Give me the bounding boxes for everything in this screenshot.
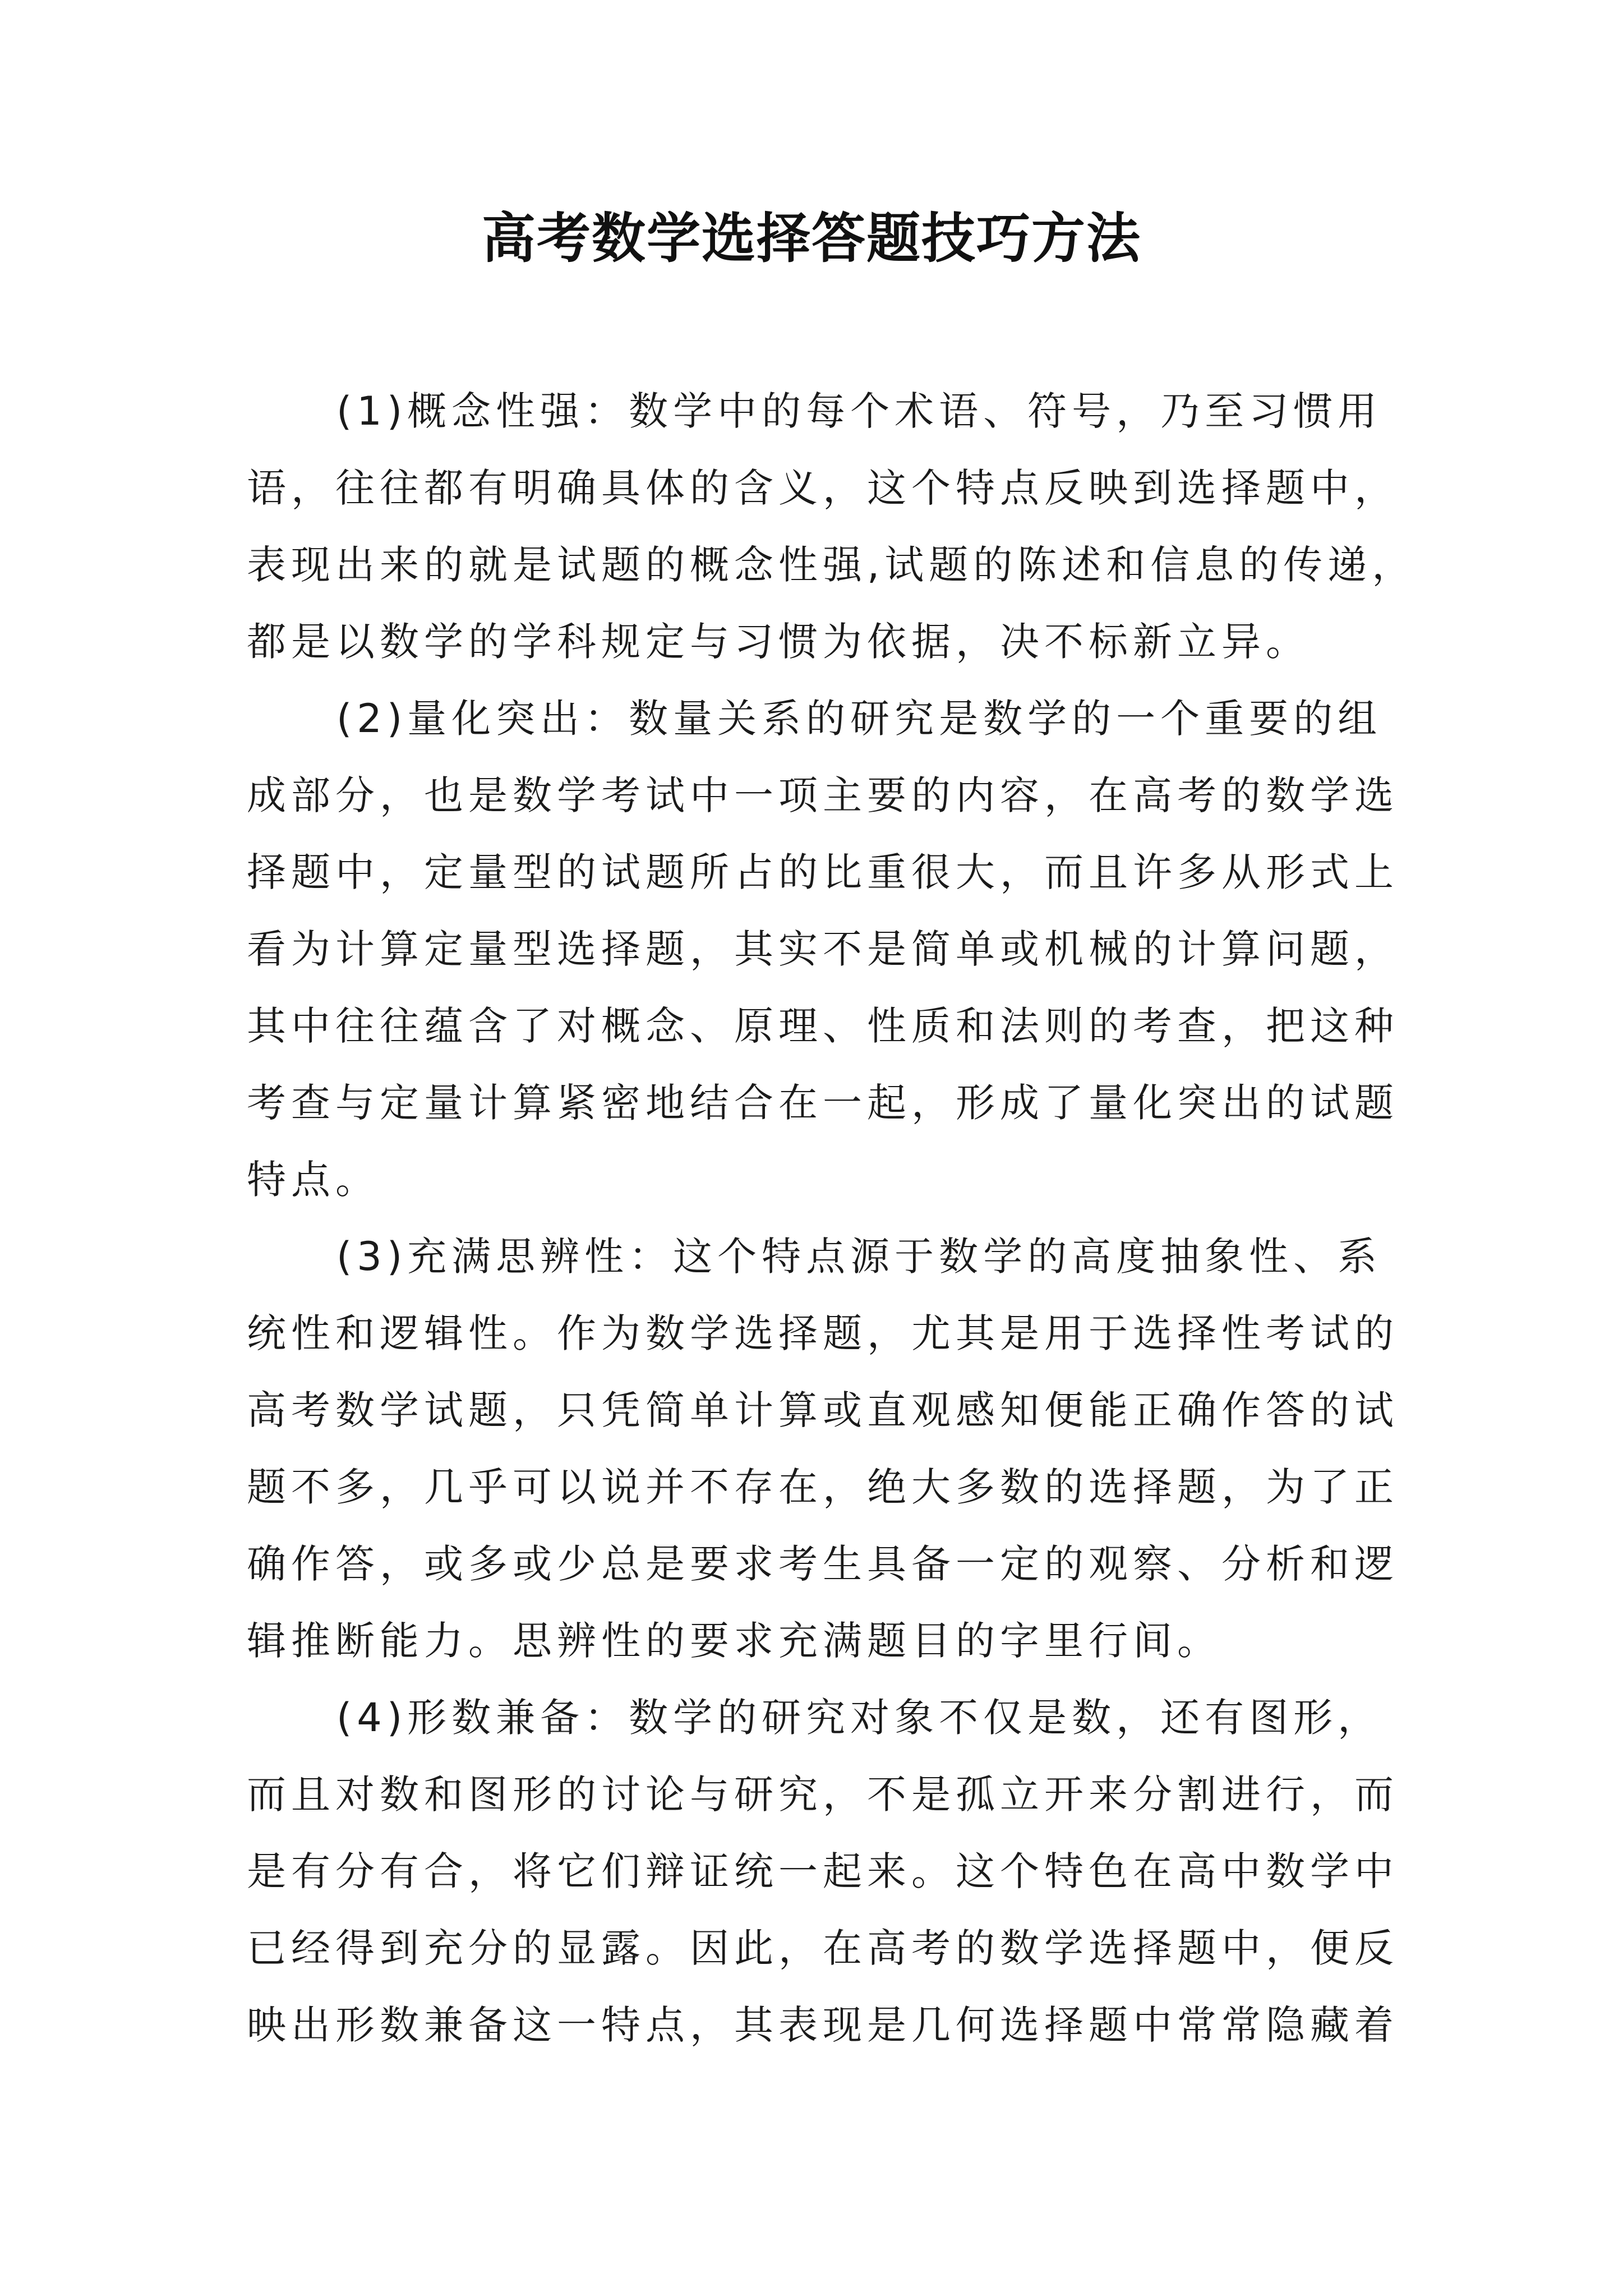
document-title: 高考数学选择答题技巧方法 <box>482 207 1141 270</box>
text-line: 其中往往蕴含了对概念、原理、性质和法则的考查，把这种 <box>247 1003 1399 1049</box>
paragraph-1 <box>247 373 1417 680</box>
text-line: 语，往往都有明确具体的含义，这个特点反映到选择题中， <box>247 465 1399 511</box>
text-line: 看为计算定量型选择题，其实不是简单或机械的计算问题， <box>247 926 1399 972</box>
text-line: 表现出来的就是试题的概念性强,试题的陈述和信息的传递， <box>247 542 1417 588</box>
document-body <box>247 373 1417 2064</box>
text-line: 而且对数和图形的讨论与研究，不是孤立开来分割进行，而 <box>247 1772 1399 1818</box>
text-line: 高考数学试题，只凭简单计算或直观感知便能正确作答的试 <box>247 1387 1399 1433</box>
paragraph-2 <box>247 680 1399 1218</box>
paragraph-4 <box>247 1680 1399 2064</box>
text-line: 统性和逻辑性。作为数学选择题，尤其是用于选择性考试的 <box>247 1310 1399 1356</box>
text-line: 已经得到充分的显露。因此，在高考的数学选择题中，便反 <box>247 1925 1399 1971</box>
text-line: (3)充满思辨性：这个特点源于数学的高度抽象性、系 <box>336 1234 1382 1280</box>
paragraph-3 <box>247 1218 1399 1680</box>
text-line: (1)概念性强：数学中的每个术语、符号，乃至习惯用 <box>336 388 1382 434</box>
text-line: 都是以数学的学科规定与习惯为依据，决不标新立异。 <box>247 619 1310 665</box>
text-line: 题不多，几乎可以说并不存在，绝大多数的选择题，为了正 <box>247 1464 1399 1510</box>
text-line: 是有分有合，将它们辩证统一起来。这个特色在高中数学中 <box>247 1848 1399 1894</box>
text-line: 特点。 <box>247 1157 380 1203</box>
text-line: 辑推断能力。思辨性的要求充满题目的字里行间。 <box>247 1618 1221 1664</box>
text-line: (4)形数兼备：数学的研究对象不仅是数，还有图形， <box>336 1695 1382 1741</box>
text-line: 成部分，也是数学考试中一项主要的内容，在高考的数学选 <box>247 772 1399 818</box>
text-line: 映出形数兼备这一特点，其表现是几何选择题中常常隐藏着 <box>247 2002 1399 2048</box>
text-line: (2)量化突出：数量关系的研究是数学的一个重要的组 <box>336 696 1382 742</box>
text-line: 择题中，定量型的试题所占的比重很大，而且许多从形式上 <box>247 849 1399 895</box>
text-line: 确作答，或多或少总是要求考生具备一定的观察、分析和逻 <box>247 1541 1399 1587</box>
text-line: 考查与定量计算紧密地结合在一起，形成了量化突出的试题 <box>247 1080 1399 1126</box>
